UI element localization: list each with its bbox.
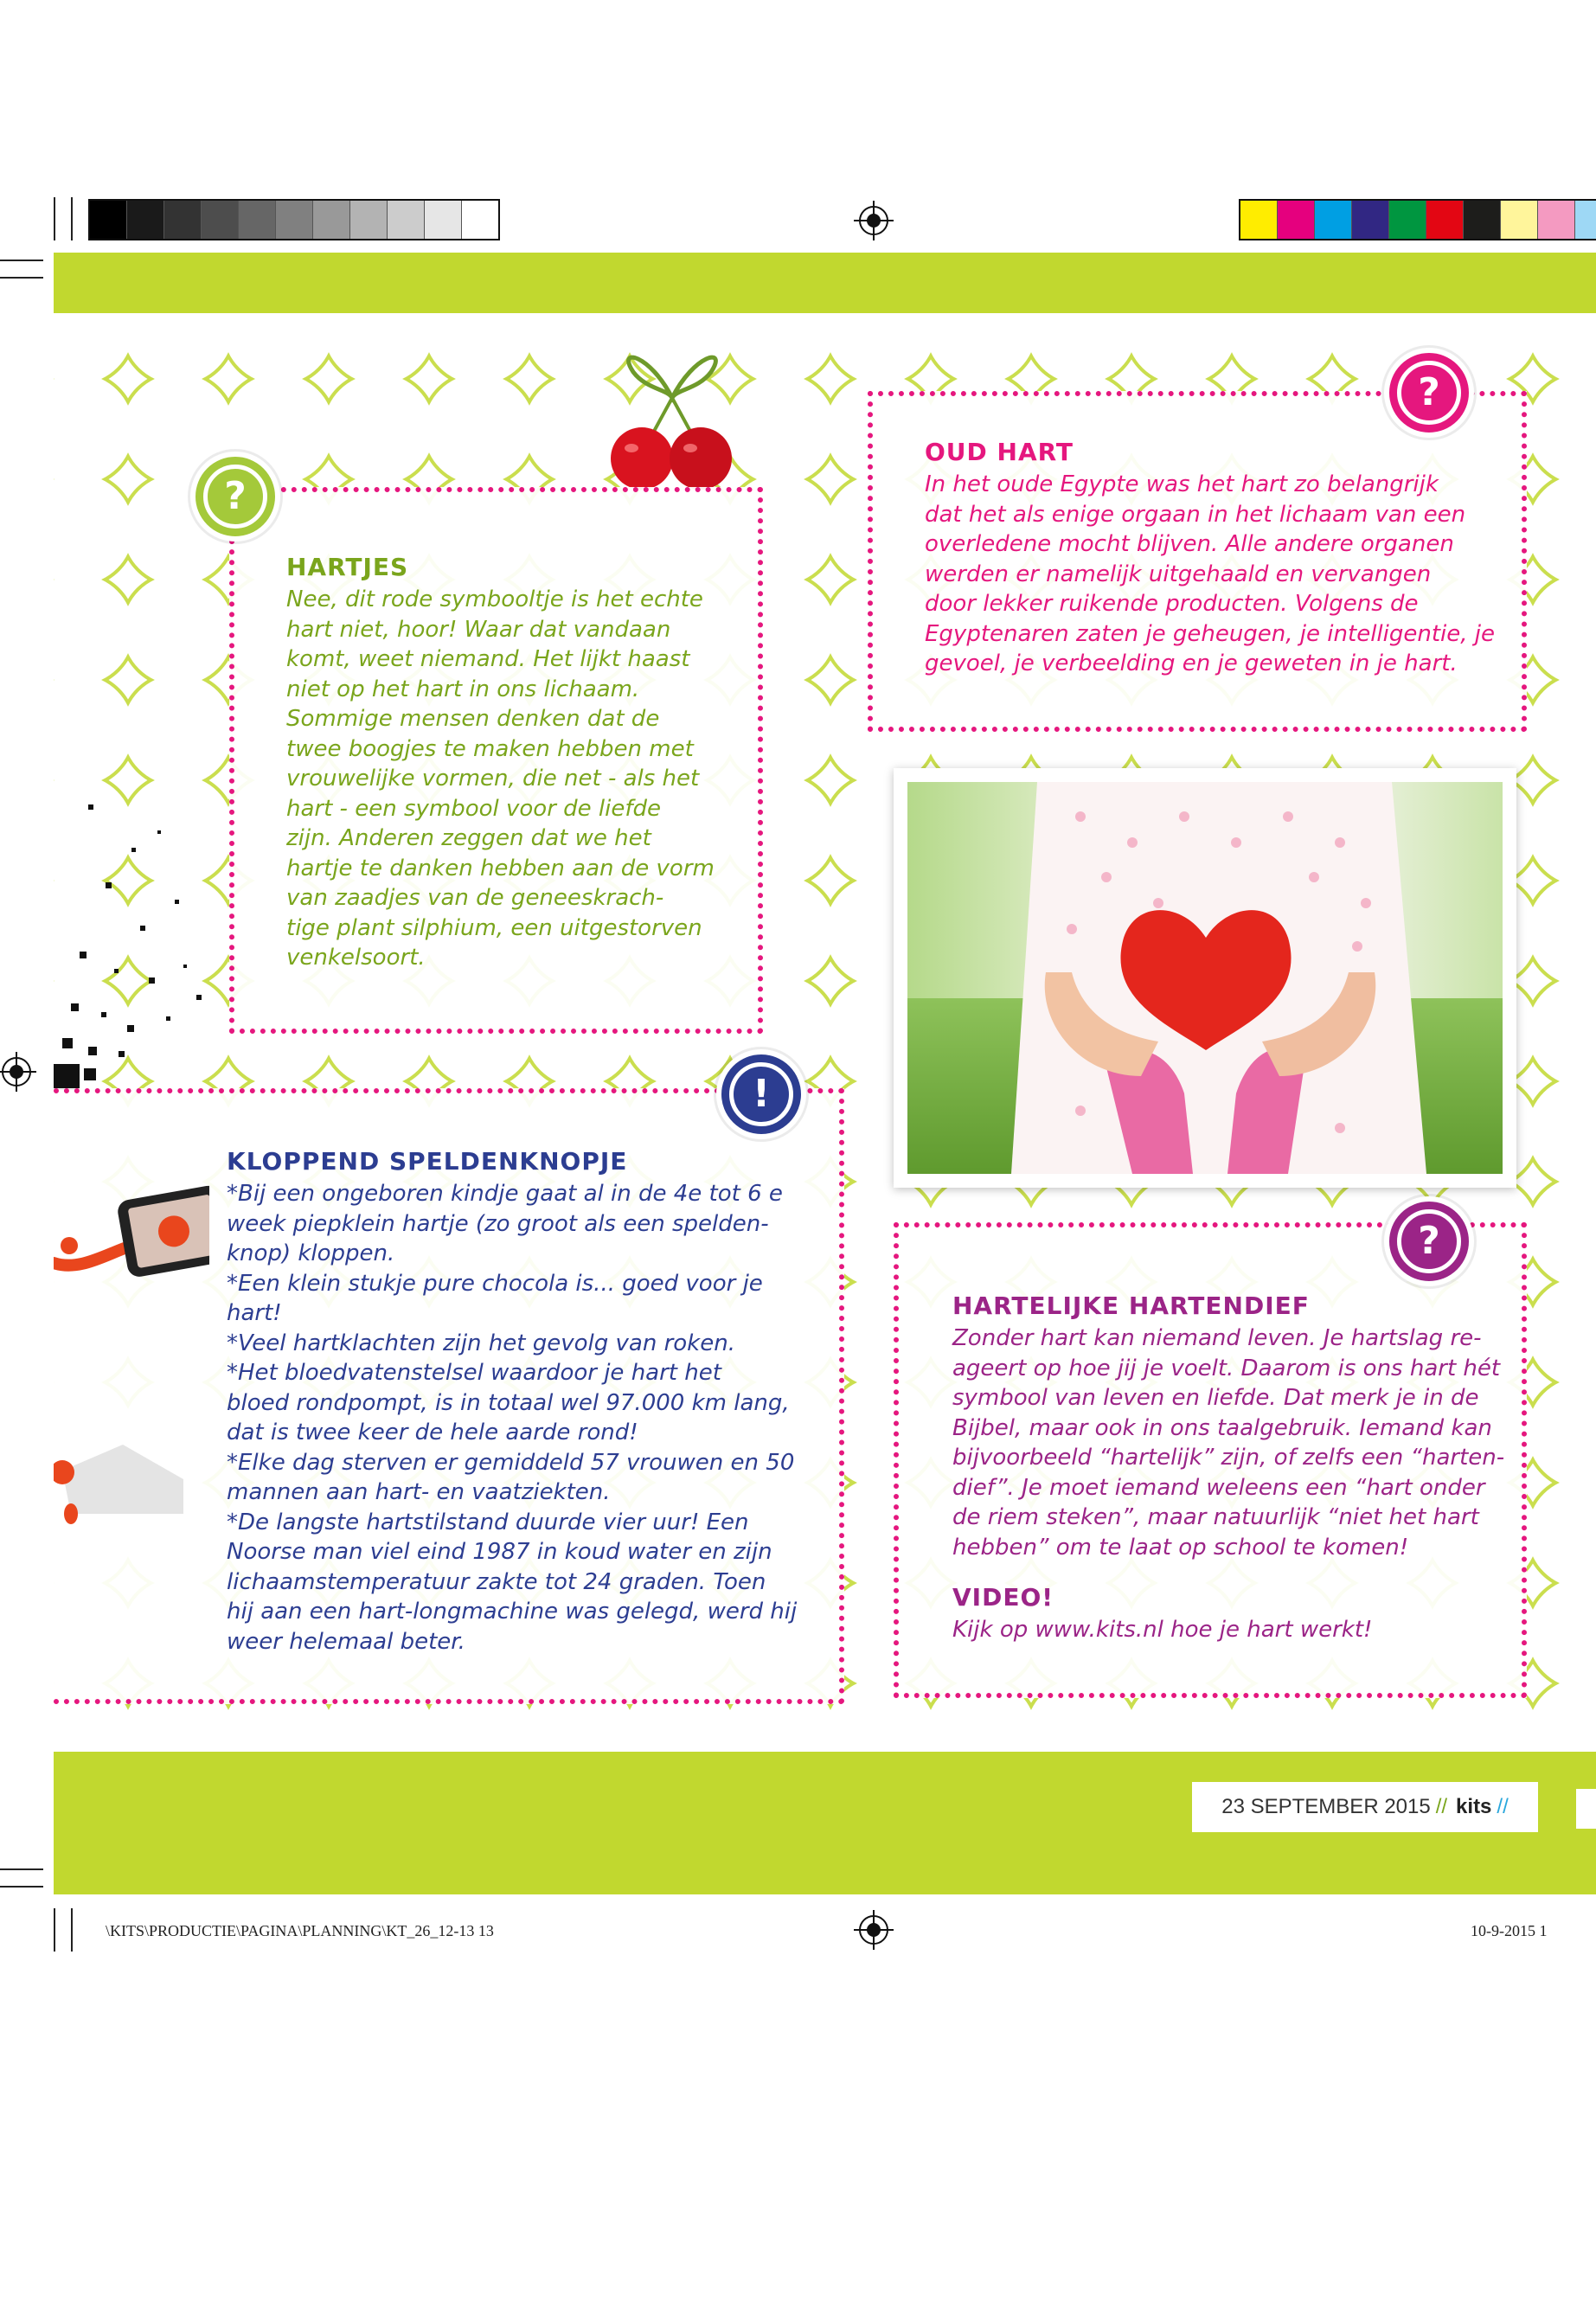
text-line: venkelsoort. (286, 945, 426, 971)
photo-frame (894, 768, 1516, 1188)
text-line: werden er namelijk uitgehaald en vervangen (925, 561, 1432, 587)
kloppend-text (227, 1179, 849, 1657)
text-line: ageert op hoe jij je voelt. Daarom is ons hart hét (952, 1355, 1501, 1381)
text-line: In het oude Egypte was het hart zo belangrijk (925, 471, 1439, 497)
crop-mark (0, 1886, 43, 1888)
text-line: dat is twee keer de hele aarde rond! (227, 1420, 638, 1445)
text-line: gevoel, je verbeelding en je geweten in je hart. (925, 651, 1458, 676)
heart-hands-photo (907, 782, 1503, 1174)
text-line: hart - een symbool voor de liefde (286, 795, 662, 822)
hartjes-box (229, 487, 763, 1034)
text-line: dief”. Je moet iemand weleens een “hart onder (952, 1474, 1485, 1501)
cherries-heart-image (599, 337, 746, 493)
question-badge-pink (1384, 348, 1474, 438)
text-line: hart! (227, 1300, 282, 1326)
text-line: bijvoorbeeld “hartelijk” zijn, of zelfs een “harten- (952, 1445, 1505, 1471)
text-line: hij aan een hart-longmachine was gelegd, werd hij (227, 1599, 798, 1625)
text-line: tige plant silphium, een uitgestorven (286, 914, 702, 941)
text-line: *Een klein stukje pure chocola is... goed voor je (227, 1270, 763, 1297)
slash-separator: // (1497, 1795, 1509, 1818)
registration-mark-icon (2, 1057, 31, 1086)
footer-date-tab (1192, 1782, 1538, 1832)
question-icon: ? (203, 465, 267, 529)
issue-date: 23 SEPTEMBER 2015 (1221, 1795, 1431, 1818)
question-icon: ? (1397, 361, 1461, 425)
crop-mark (54, 1908, 55, 1952)
text-line: symbool van leven en liefde. Dat merk je in de (952, 1385, 1479, 1411)
text-line: Egyptenaren zaten je geheugen, je intelligentie, je (925, 620, 1496, 647)
text-line: *Bij een ongeboren kindje gaat al in de 4e tot 6 e (227, 1181, 783, 1207)
text-line: Noorse man viel eind 1987 in koud water en zijn (227, 1539, 772, 1565)
kloppend-box (54, 1088, 844, 1704)
text-line: *Het bloedvatenstelsel waardoor je hart het (227, 1360, 721, 1386)
text-line: Bijbel, maar ook in ons taalgebruik. Iemand kan (952, 1414, 1492, 1441)
slug-left: \KITS\PRODUCTIE\PAGINA\PLANNING\KT_26_12-13 13 (106, 1922, 494, 1939)
text-line: weer helemaal beter. (227, 1628, 465, 1655)
text-line: van zaadjes van de geneeskrach- (286, 885, 664, 911)
question-badge-purple (1384, 1196, 1474, 1286)
oud-hart-title: OUD HART (925, 438, 1074, 466)
question-badge-green (190, 452, 280, 542)
text-line: door lekker ruikende producten. Volgens de (925, 591, 1419, 617)
crop-mark (0, 1868, 43, 1870)
brand-name: kits (1456, 1795, 1492, 1818)
top-green-band (54, 253, 1596, 313)
oud-hart-text (925, 470, 1513, 679)
text-line: niet op het hart in ons lichaam. (286, 676, 640, 702)
text-line: mannen aan hart- en vaatziekten. (227, 1479, 611, 1505)
cmyk-color-bar (1239, 199, 1596, 240)
text-line: dat het als enige orgaan in het lichaam van een (925, 501, 1466, 528)
text-line: hart niet, hoor! Waar dat vandaan (286, 616, 671, 643)
phone-character-illustration (54, 1185, 209, 1298)
crop-mark (54, 197, 55, 240)
hartjes-text (286, 585, 753, 973)
text-line: *Elke dag sterven er gemiddeld 57 vrouwen en 50 (227, 1449, 795, 1476)
hartelijke-text (952, 1324, 1515, 1562)
text-line: overledene mocht blijven. Alle andere organen (925, 531, 1454, 557)
crop-mark (71, 1908, 73, 1952)
text-line: bloed rondpompt, is in totaal wel 97.000 km lang, (227, 1389, 790, 1416)
text-line: *Veel hartklachten zijn het gevolg van roken. (227, 1330, 735, 1356)
text-line: Sommige mensen denken dat de (286, 706, 660, 732)
oud-hart-box (868, 391, 1527, 732)
question-icon: ? (1397, 1209, 1461, 1273)
slug-right: 10-9-2015 1 (1471, 1922, 1548, 1939)
text-line: vrouwelijke vormen, die net - als het (286, 766, 700, 792)
video-text: Kijk op www.kits.nl hoe je hart werkt! (952, 1617, 1373, 1643)
ink-splatter-decoration (54, 779, 227, 1090)
registration-mark-icon (859, 206, 888, 235)
text-line: week piepklein hartje (zo groot als een spelden- (227, 1210, 769, 1237)
text-line: hartje te danken hebben aan de vorm (286, 855, 715, 881)
text-line: knop) kloppen. (227, 1240, 395, 1266)
text-line: hebben” om te laat op school te komen! (952, 1534, 1409, 1561)
text-line: komt, weet niemand. Het lijkt haast (286, 646, 690, 672)
text-line: twee boogjes te maken hebben met (286, 735, 694, 762)
text-line: Zonder hart kan niemand leven. Je hartslag re- (952, 1325, 1482, 1351)
crop-mark (0, 260, 43, 261)
slash-separator: // (1435, 1795, 1448, 1818)
page-edge-tab (1576, 1789, 1596, 1829)
exclamation-icon: ! (729, 1062, 793, 1126)
text-line: Nee, dit rode symbooltje is het echte (286, 586, 703, 612)
text-line: zijn. Anderen zeggen dat we het (286, 825, 651, 851)
hartjes-title: HARTJES (286, 553, 409, 581)
text-line: lichaamstemperatuur zakte tot 24 graden. Toen (227, 1568, 766, 1595)
crop-mark (0, 277, 43, 279)
character-illustration (54, 1419, 192, 1531)
hartelijke-title: HARTELIJKE HARTENDIEF (952, 1292, 1310, 1320)
crop-mark (71, 197, 73, 240)
video-title: VIDEO! (952, 1583, 1054, 1612)
text-line: *De langste hartstilstand duurde vier uur! Een (227, 1509, 749, 1535)
hartelijke-box (894, 1222, 1527, 1698)
gray-color-bar (88, 199, 500, 240)
exclamation-badge-blue (716, 1049, 806, 1139)
kloppend-title: KLOPPEND SPELDENKNOPJE (227, 1147, 628, 1176)
text-line: de riem steken”, maar natuurlijk “niet het hart (952, 1504, 1479, 1530)
registration-mark-icon (859, 1915, 888, 1945)
